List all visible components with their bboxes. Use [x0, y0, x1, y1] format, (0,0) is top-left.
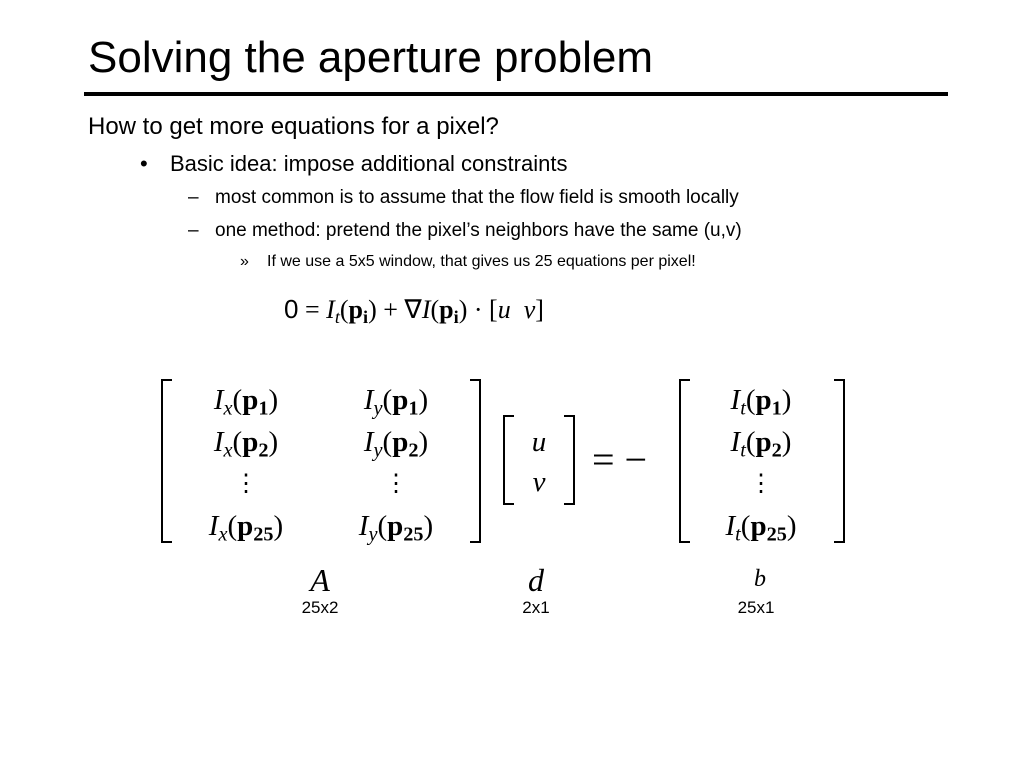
- vector-d-left-bracket: [504, 416, 514, 504]
- bullet-level1-text: Basic idea: impose additional constraints: [170, 151, 568, 176]
- label-b-dimension: 25x1: [737, 598, 775, 617]
- vdots-icon: ⋮: [234, 471, 258, 497]
- matrix-A-right-bracket: [470, 380, 480, 542]
- bullet-level0: How to get more equations for a pixel?: [88, 113, 499, 140]
- vector-d-v: v: [532, 466, 546, 498]
- dash-marker: –: [188, 220, 199, 241]
- matrix-A-cell: $I_x(p_2)$: [213, 426, 279, 462]
- bullet-level2-text: most common is to assume that the flow field is smooth locally: [215, 187, 739, 208]
- matrix-A-cell: $I_x(p_{25})$: [208, 510, 284, 546]
- vector-b-left-bracket: [680, 380, 690, 542]
- vector-d-right-bracket: [564, 416, 574, 504]
- matrix-A-cell: $I_x(p_1)$: [213, 384, 279, 420]
- bullet-level3-text: If we use a 5x5 window, that gives us 25 equations per pixel!: [267, 253, 696, 270]
- label-d-dimension: 2x1: [522, 598, 550, 617]
- vdots-icon: ⋮: [384, 471, 408, 497]
- label-A: A: [310, 562, 330, 598]
- vdots-icon: ⋮: [749, 471, 773, 497]
- bullet-marker: •: [140, 151, 148, 176]
- vector-b-right-bracket: [834, 380, 844, 542]
- label-A-dimension: 25x2: [301, 598, 339, 617]
- vector-b-cell: $I_t(p_1)$: [730, 384, 792, 420]
- matrix-A-cell: $I_y(p_1)$: [363, 384, 429, 420]
- bullet-level2-text: one method: pretend the pixel’s neighbors have the same (u,v): [215, 220, 742, 241]
- dash-marker: –: [188, 187, 199, 208]
- label-d: d: [528, 562, 544, 598]
- vector-b-cell: $I_t(p_2)$: [730, 426, 792, 462]
- label-b: b: [754, 566, 766, 592]
- slide-title: Solving the aperture problem: [88, 33, 653, 82]
- equals-minus-sign: = −: [592, 437, 648, 482]
- matrix-A-cell: $I_y(p_{25})$: [358, 510, 434, 546]
- vector-d-u: u: [531, 426, 547, 458]
- guillemet-marker: »: [240, 253, 249, 270]
- matrix-A-left-bracket: [162, 380, 172, 542]
- vector-b-cell: $I_t(p_{25})$: [725, 510, 797, 546]
- matrix-A-cell: $I_y(p_2)$: [363, 426, 429, 462]
- constraint-equation: $0 = I_t(p_i) + \nabla I(p_i) \cdot [u$ v]: [284, 294, 544, 328]
